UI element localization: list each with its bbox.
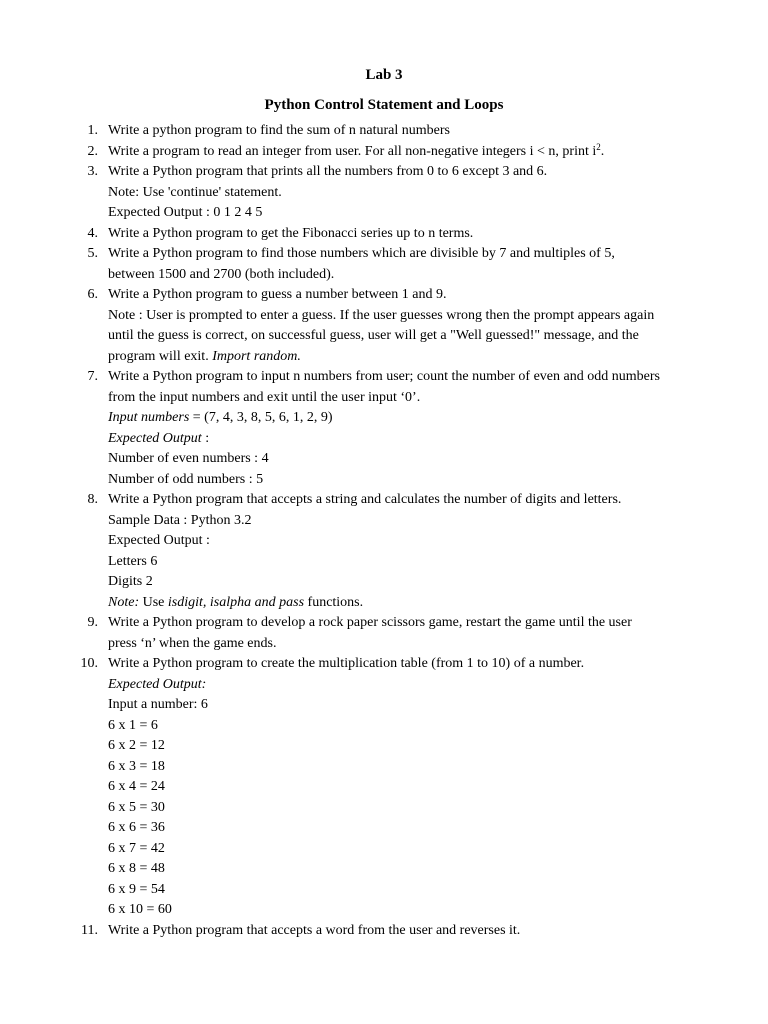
task-number: 10. [80, 656, 98, 671]
input-value: = (7, 4, 3, 8, 5, 6, 1, 2, 9) [189, 410, 333, 425]
task-number: 3. [87, 164, 98, 179]
lab-title: Lab 3 [365, 67, 403, 83]
task-11 [0, 921, 768, 942]
task-7 [0, 367, 768, 490]
task-note: Note : User is prompted to enter a guess. If the user guesses wrong then the prompt appears again [108, 307, 655, 323]
task-note-text: program will exit. [108, 348, 213, 364]
task-number: 4. [87, 225, 98, 241]
result-line: 6 x 4 = 24 [108, 779, 165, 794]
import-hint: Import random. [212, 348, 301, 364]
task-text: Write a Python program that prints all the numbers from 0 to 6 except 3 and 6. [108, 164, 548, 179]
task-text-end: . [600, 143, 605, 159]
result-line: 6 x 7 = 42 [108, 840, 165, 856]
task-note [108, 347, 768, 368]
task-text: Write a Python program that accepts a word from the user and reverses it. [108, 922, 521, 938]
task-text: Write a python program to find the sum of n natural numbers [108, 123, 450, 138]
input-label: Input numbers [108, 410, 190, 425]
result-line: 6 x 10 = 60 [108, 902, 172, 917]
task-9 [0, 613, 768, 654]
result-line: 6 x 9 = 54 [108, 881, 165, 897]
document-title: Python Control Statement and Loops [264, 97, 504, 113]
task-text-main: Write a program to read an integer from user. For all non-negative integers i < n, print i [108, 143, 597, 159]
task-number: 6. [87, 287, 98, 302]
result-line: 6 x 3 = 18 [108, 758, 165, 774]
task-note [108, 593, 768, 614]
task-text: press ‘n’ when the game ends. [108, 635, 277, 651]
colon: : [201, 430, 210, 446]
task-text: Write a Python program to get the Fibonacci series up to n terms. [108, 225, 474, 241]
task-note: Note: Use 'continue' statement. [108, 184, 282, 200]
result-line: 6 x 5 = 30 [108, 799, 165, 815]
result-line: Digits 2 [108, 574, 153, 589]
task-list [0, 121, 768, 941]
expected-output-label [108, 429, 768, 450]
task-text: Write a Python program to develop a rock paper scissors game, restart the game until the user [108, 615, 632, 630]
task-number: 5. [87, 246, 98, 261]
task-text: Write a Python program to guess a number between 1 and 9. [108, 287, 447, 302]
task-4 [0, 224, 768, 245]
note-text: Use [139, 594, 168, 610]
result-line: Letters 6 [108, 553, 158, 569]
result-line: 6 x 8 = 48 [108, 861, 165, 876]
task-5 [0, 244, 768, 285]
task-number: 11. [81, 922, 98, 938]
task-note: until the guess is correct, on successful guess, user will get a "Well guessed!" message, and the [108, 328, 639, 343]
task-2 [0, 142, 768, 163]
expected-output-label: Expected Output : [108, 533, 210, 548]
expected-output: Expected Output : 0 1 2 4 5 [108, 205, 263, 220]
task-number: 2. [87, 143, 98, 159]
task-6 [0, 285, 768, 367]
task-10 [0, 654, 768, 921]
task-text: Write a Python program to input n numbers from user; count the number of even and odd numbers [108, 369, 660, 384]
note-label: Note: [108, 594, 140, 610]
expected-output-label: Expected Output: [108, 676, 207, 692]
task-number: 1. [87, 123, 98, 138]
note-functions: isdigit, isalpha and pass [167, 594, 305, 610]
result-line: Number of even numbers : 4 [108, 451, 269, 466]
result-line: Input a number: 6 [108, 697, 208, 712]
task-text: between 1500 and 2700 (both included). [108, 266, 335, 282]
task-number: 8. [87, 492, 98, 507]
result-line: 6 x 6 = 36 [108, 820, 165, 835]
task-number: 9. [87, 615, 98, 630]
superscript: 2 [596, 141, 601, 152]
result-line: 6 x 2 = 12 [108, 738, 165, 753]
task-3 [0, 162, 768, 224]
result-line: 6 x 1 = 6 [108, 717, 158, 733]
task-text: Write a Python program that accepts a string and calculates the number of digits and letters. [108, 492, 622, 507]
task-text: Write a Python program to create the multiplication table (from 1 to 10) of a number. [108, 656, 585, 671]
expected-output-text: Expected Output [108, 430, 202, 446]
note-text: functions. [304, 594, 364, 610]
task-number: 7. [87, 369, 98, 384]
task-8 [0, 490, 768, 613]
task-text: from the input numbers and exit until the user input ‘0’. [108, 389, 421, 405]
sample-data: Sample Data : Python 3.2 [108, 512, 252, 528]
input-numbers [108, 408, 768, 429]
result-line: Number of odd numbers : 5 [108, 471, 264, 487]
task-1 [0, 121, 768, 142]
task-text: Write a Python program to find those numbers which are divisible by 7 and multiples of 5, [108, 246, 615, 261]
task-text [108, 142, 768, 163]
